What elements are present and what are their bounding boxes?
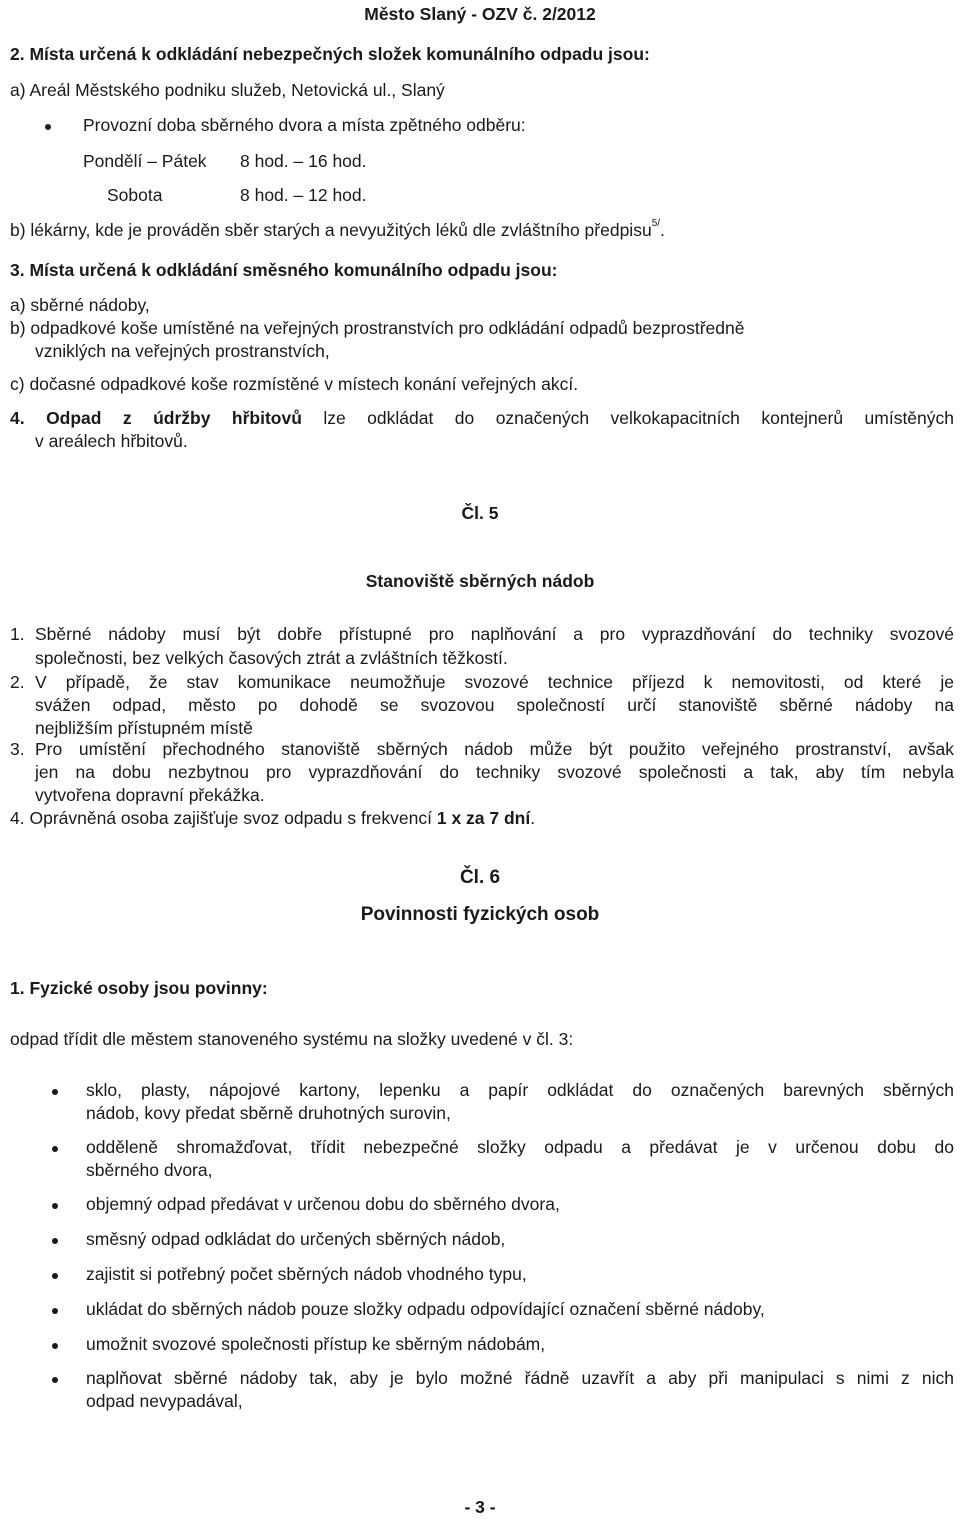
- bullet-dot: [52, 1377, 58, 1383]
- hours-time: 8 hod. – 16 hod.: [240, 151, 367, 171]
- section3-item-a: a) sběrné nádoby,: [10, 295, 150, 315]
- cl5-p2-line1: V případě, že stav komunikace neumožňuje svozové technice příjezd k nemovitosti, od které je: [35, 672, 954, 692]
- section4-line2: v areálech hřbitovů.: [35, 431, 188, 451]
- cl5-p3-line1: Pro umístění přechodného stanoviště sběrných nádob může být použito veřejného prostranství, avšak: [35, 739, 954, 759]
- section4-line1: [10, 410, 954, 428]
- cl5-p2-num: 2.: [10, 672, 25, 692]
- cl5-p1-num: 1.: [10, 624, 25, 644]
- cl5-p4-frequency: 1 x za 7 dní: [436, 808, 531, 828]
- cl5-p4: [10, 810, 535, 828]
- cl5-p1-line1: Sběrné nádoby musí být dobře přístupné pro naplňování a pro vyprazdňování do techniky svozové: [35, 624, 954, 644]
- footnote-ref: 5/: [651, 218, 661, 229]
- cl5-p2-line3: nejbližším přístupném místě: [35, 718, 253, 738]
- cl5-p1-line2: společnosti, bez velkých časových ztrát a zvláštních těžkostí.: [35, 648, 508, 668]
- cl6-bullet-line2: nádob, kovy předat sběrně druhotných surovin,: [86, 1103, 451, 1123]
- section3-item-c: c) dočasné odpadkové koše rozmístěné v místech konání veřejných akcí.: [10, 374, 579, 394]
- cl5-p4-num: 4.: [10, 808, 25, 828]
- cl6-bullet-line1: umožnit svozové společnosti přístup ke sběrným nádobám,: [86, 1334, 546, 1354]
- page-number: - 3 -: [464, 1497, 496, 1517]
- cl6-bullet-line1: ukládat do sběrných nádob pouze složky odpadu odpovídající označení sběrné nádoby,: [86, 1299, 765, 1319]
- cl6-subheading: 1. Fyzické osoby jsou povinny:: [10, 978, 268, 998]
- bullet-dot: [52, 1089, 58, 1095]
- cl6-bullet-line1: objemný odpad předávat v určenou dobu do sběrného dvora,: [86, 1194, 560, 1214]
- cl5-heading: Stanoviště sběrných nádob: [365, 571, 595, 591]
- section4-number: 4.: [10, 408, 25, 428]
- cl5-p4-text: Oprávněná osoba zajišťuje svoz odpadu s frekvencí: [29, 808, 437, 828]
- cl6-title: Čl. 6: [459, 867, 501, 888]
- bullet-dot: [52, 1308, 58, 1314]
- section3-heading: 3. Místa určená k odkládání směsného komunálního odpadu jsou:: [10, 260, 558, 280]
- bullet-dot: [52, 1343, 58, 1349]
- hours-time: 8 hod. – 12 hod.: [240, 185, 367, 205]
- cl5-p3-num: 3.: [10, 739, 25, 759]
- section2-bullet: Provozní doba sběrného dvora a místa zpětného odběru:: [83, 115, 526, 135]
- cl5-p2-line2: svážen odpad, město po dohodě se svozovou společností určí stanoviště sběrné nádoby na: [35, 695, 954, 715]
- cl5-title: Čl. 5: [461, 503, 499, 523]
- cl6-bullet-line1: zajistit si potřebný počet sběrných nádob vhodného typu,: [86, 1264, 527, 1284]
- section4-rest: lze odkládat do označených velkokapacitních kontejnerů umístěných: [301, 408, 955, 428]
- cl6-intro: odpad třídit dle městem stanoveného systému na složky uvedené v čl. 3:: [10, 1029, 574, 1049]
- section3-item-b-line2: vzniklých na veřejných prostranstvích,: [35, 341, 330, 361]
- bullet-dot: [52, 1203, 58, 1209]
- bullet-dot: [52, 1273, 58, 1279]
- section2-item-a: a) Areál Městského podniku služeb, Netovická ul., Slaný: [10, 80, 445, 100]
- section2-heading: 2. Místa určená k odkládání nebezpečných složek komunálního odpadu jsou:: [10, 44, 650, 64]
- cl5-p3-line3: vytvořena dopravní překážka.: [35, 785, 265, 805]
- section4-bold: Odpad z údržby hřbitovů: [46, 408, 302, 428]
- cl5-p3-line2: jen na dobu nezbytnou pro vyprazdňování do techniky svozové společnosti a tak, aby tím nebyla: [35, 762, 954, 782]
- section2-item-b: [10, 218, 665, 240]
- item-b-text: b) lékárny, kde je prováděn sběr starých a nevyužitých léků dle zvláštního předpisu: [10, 220, 652, 240]
- hours-day: Pondělí – Pátek: [83, 151, 207, 171]
- hours-day: Sobota: [107, 185, 163, 205]
- item-b-end: .: [660, 220, 665, 240]
- cl6-bullet-line1: sklo, plasty, nápojové kartony, lepenku a papír odkládat do označených barevných sběrných: [86, 1080, 954, 1100]
- bullet-dot: [45, 124, 51, 130]
- cl6-bullet-line2: odpad nevypadával,: [86, 1391, 243, 1411]
- cl6-bullet-line1: směsný odpad odkládat do určených sběrných nádob,: [86, 1229, 506, 1249]
- bullet-dot: [52, 1238, 58, 1244]
- section3-item-b-line1: b) odpadkové koše umístěné na veřejných prostranstvích pro odkládání odpadů bezprostředně: [10, 318, 745, 338]
- cl6-heading: Povinnosti fyzických osob: [360, 904, 600, 925]
- bullet-dot: [52, 1146, 58, 1152]
- cl6-bullet-line2: sběrného dvora,: [86, 1160, 213, 1180]
- cl6-bullet-line1: naplňovat sběrné nádoby tak, aby je bylo možné řádně uzavřít a aby při manipulaci s nimi z nich: [86, 1368, 954, 1388]
- cl6-bullet-line1: odděleně shromažďovat, třídit nebezpečné složky odpadu a předávat je v určenou dobu do: [86, 1137, 954, 1157]
- page-title: Město Slaný - OZV č. 2/2012: [364, 4, 596, 24]
- cl5-p4-end: .: [530, 808, 536, 828]
